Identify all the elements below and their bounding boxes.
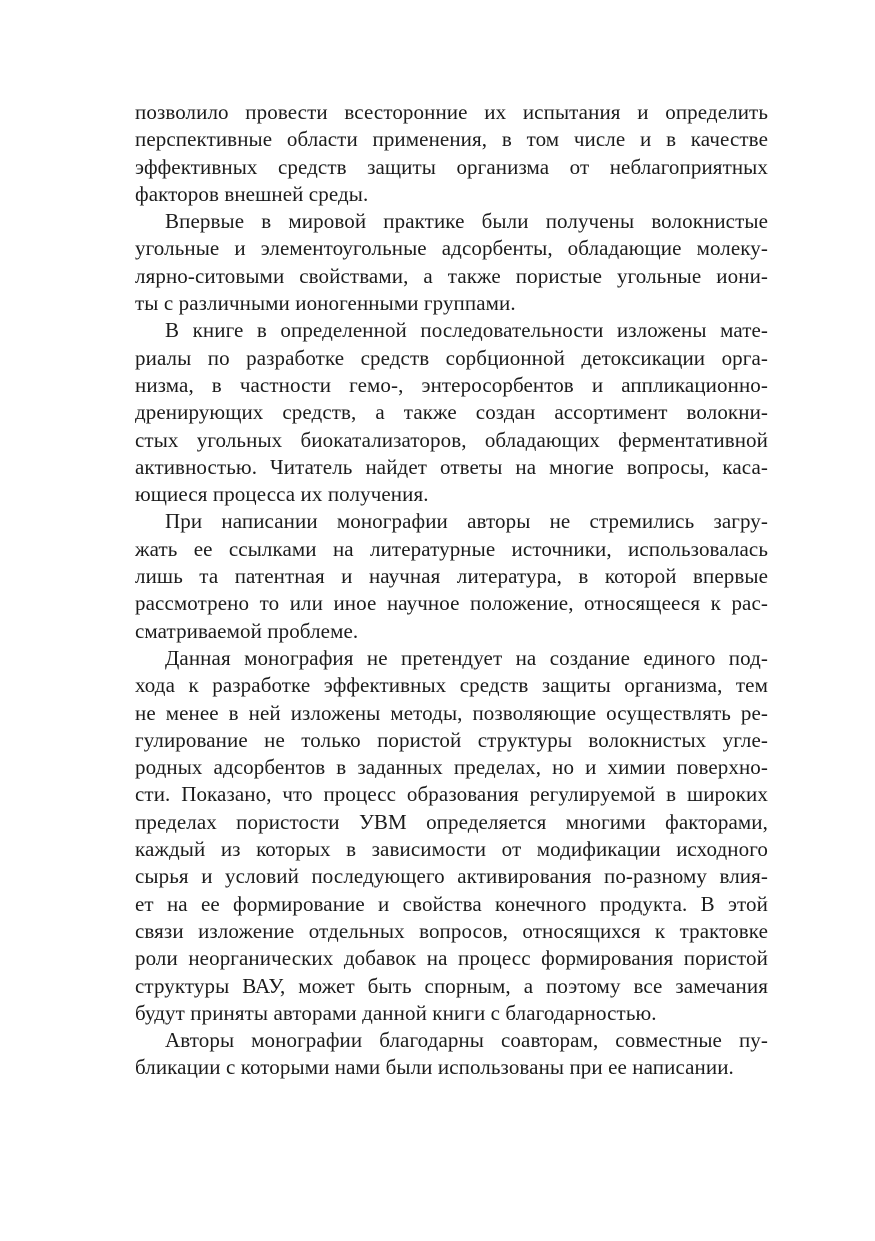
text-line: Впервые в мировой практике были получены волокнистые (165, 209, 768, 234)
text-line: позволило провести всесторонние их испытания и определить (135, 100, 768, 124)
text-line: ющиеся процесса их получения. (135, 482, 429, 507)
text-line: не менее в ней изложены методы, позволяющие осуществлять ре- (135, 700, 768, 725)
text-line: стых угольных биокатализаторов, обладающих ферментативной (135, 427, 768, 452)
text-line: Данная монография не претендует на создание единого под- (165, 645, 768, 670)
text-line: каждый из которых в зависимости от модификации исходного (135, 837, 768, 862)
text-line: роли неорганических добавок на процесс формирования пористой (135, 946, 768, 971)
text-line: бликации с которыми нами были использованы при ее написании. (135, 1055, 734, 1080)
text-line: сматриваемой проблеме. (135, 618, 359, 643)
text-line: В книге в определенной последовательности изложены мате- (165, 318, 768, 343)
text-line: эффективных средств защиты организма от неблагоприятных (135, 154, 768, 179)
text-line: При написании монографии авторы не стремились загру- (165, 509, 768, 534)
text-line: ты с различными ионогенными группами. (135, 291, 516, 316)
text-line: сти. Показано, что процесс образования регулируемой в широких (135, 782, 768, 807)
text-line: угольные и элементоугольные адсорбенты, обладающие молеку- (135, 236, 768, 261)
text-line: лишь та патентная и научная литература, в которой впервые (135, 564, 768, 589)
text-line: пределах пористости УВМ определяется многими факторами, (135, 809, 768, 834)
text-line: родных адсорбентов в заданных пределах, но и химии поверхно- (135, 755, 768, 780)
text-block (135, 99, 768, 1082)
text-line: риалы по разработке средств сорбционной детоксикации орга- (135, 345, 768, 370)
text-line: гулирование не только пористой структуры волокнистых угле- (135, 727, 768, 752)
text-line: будут приняты авторами данной книги с благодарностью. (135, 1000, 657, 1025)
paragraph (135, 1027, 768, 1082)
text-line: хода к разработке эффективных средств защиты организма, тем (135, 673, 768, 698)
text-line: низма, в частности гемо-, энтеросорбентов и аппликационно- (135, 372, 768, 397)
text-line: сырья и условий последующего активирования по-разному влия- (135, 864, 768, 889)
text-line: Авторы монографии благодарны соавторам, совместные пу- (165, 1028, 768, 1053)
text-line: лярно-ситовыми свойствами, а также пористые угольные иони- (135, 263, 768, 288)
text-line: дренирующих средств, а также создан ассортимент волокни- (135, 400, 768, 425)
paragraph (135, 208, 768, 317)
text-line: структуры ВАУ, может быть спорным, а поэтому все замечания (135, 973, 768, 998)
text-line: жать ее ссылками на литературные источники, использовалась (135, 536, 768, 561)
paragraph (135, 508, 768, 644)
text-line: рассмотрено то или иное научное положение, относящееся к рас- (135, 591, 768, 616)
paragraph (135, 645, 768, 1027)
paragraph (135, 317, 768, 508)
text-line: факторов внешней среды. (135, 181, 369, 206)
text-line: перспективные области применения, в том числе и в качестве (135, 127, 768, 152)
paragraph (135, 99, 768, 208)
text-line: ет на ее формирование и свойства конечного продукта. В этой (135, 891, 768, 916)
text-line: связи изложение отдельных вопросов, относящихся к трактовке (135, 918, 768, 943)
text-line: активностью. Читатель найдет ответы на многие вопросы, каса- (135, 454, 768, 479)
